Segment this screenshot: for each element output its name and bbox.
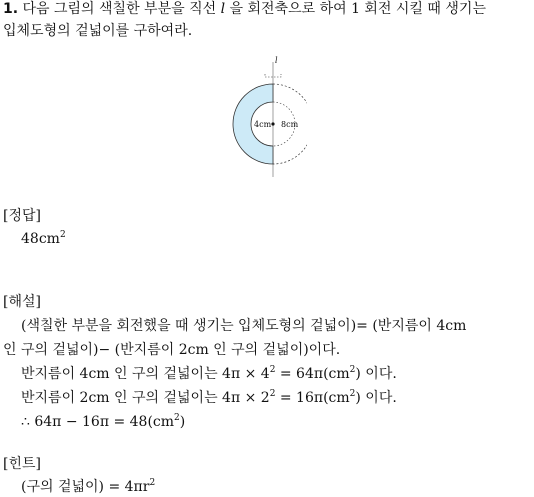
axis-variable: l <box>220 1 226 17</box>
rotation-figure <box>225 54 307 182</box>
answer-text: 48cm <box>21 231 60 247</box>
exp: 2 <box>269 365 276 375</box>
exp: 2 <box>349 365 356 375</box>
answer-exponent: 2 <box>59 230 66 240</box>
calc-4cm-c: ) 이다. <box>355 366 397 382</box>
center-point <box>271 122 274 125</box>
calc-2cm-a: 반지름이 2cm 인 구의 겉넓이는 4π × 2 <box>21 390 270 406</box>
inner-radius-label: 4cm <box>254 120 272 129</box>
explanation-heading: [해설] <box>3 294 41 310</box>
answer-heading: [정답] <box>3 208 41 224</box>
exp: 2 <box>174 413 180 423</box>
problem-line-1 <box>3 0 486 18</box>
problem-number: 1. <box>3 1 19 17</box>
calc-2cm-c: ) 이다. <box>355 390 397 406</box>
axis-label: l <box>275 56 278 65</box>
problem-text-a: 다음 그림의 색칠한 부분을 직선 <box>22 1 217 17</box>
explanation-line-4 <box>21 389 397 407</box>
calc-4cm-a: 반지름이 4cm 인 구의 겉넓이는 4π × 4 <box>21 366 270 382</box>
exp: 2 <box>349 389 356 399</box>
final-calc-b: ) <box>179 414 186 430</box>
calc-2cm-b: = 16π(cm <box>279 390 350 406</box>
hint-text: (구의 겉넓이) = 4πr <box>21 479 150 495</box>
hint-heading: [힌트] <box>3 456 41 472</box>
explanation-line-5 <box>21 413 185 431</box>
explanation-line-3 <box>21 365 397 383</box>
final-calc-a: ∴ 64π − 16π = 48(cm <box>21 414 175 430</box>
hint-formula <box>21 478 155 496</box>
answer-value <box>21 230 66 248</box>
hint-exponent: 2 <box>149 478 156 488</box>
exp: 2 <box>269 389 276 399</box>
outer-radius-label: 8cm <box>281 120 299 129</box>
calc-4cm-b: = 64π(cm <box>279 366 350 382</box>
explanation-line-1: (색칠한 부분을 회전했을 때 생기는 입체도형의 겉넓이)= (반지름이 4cm <box>21 318 467 334</box>
problem-text-b: 을 회전축으로 하여 1 회전 시킬 때 생기는 <box>229 1 486 17</box>
explanation-line-2: 인 구의 겉넓이)− (반지름이 2cm 인 구의 겉넓이)이다. <box>3 342 341 358</box>
problem-line-2: 입체도형의 겉넓이를 구하여라. <box>3 23 193 39</box>
